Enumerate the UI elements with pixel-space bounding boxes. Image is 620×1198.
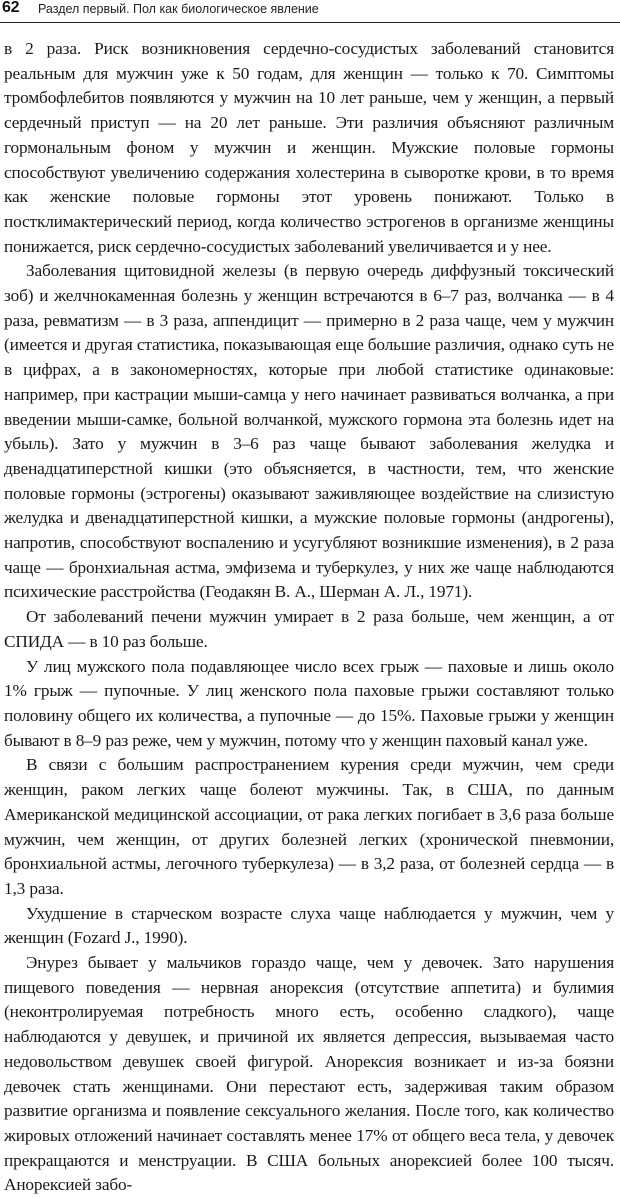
paragraph: Ухудшение в старческом возрасте слуха чаще наблюдается у мужчин, чем у женщин (Fozard J., 1990). bbox=[4, 903, 614, 948]
paragraph: У лиц мужского пола подавляющее число всех грыж — паховые и лишь около 1% грыж — пупочные. У лиц женского пола паховые грыжи составляют только половину общего их количества, а пупочные — до 15%. Паховые грыжи у женщин бывают в 8–9 раз реже, чем у мужчин, потому что у женщин паховый канал уже. bbox=[4, 656, 614, 750]
paragraph: В связи с большим распространением курения среди мужчин, чем среди женщин, раком легких чаще болеют мужчины. Так, в США, по данным Американской медицинской ассоциации, от рака легких погибает в 3,6 раза больше мужчин, чем женщин, от других болезней легких (хронической пневмонии, бронхиальной астмы, легочного туберкулеза) — в 3,2 раза, от болезней сердца — в 1,3 раза. bbox=[4, 755, 614, 898]
page-header bbox=[0, 0, 620, 23]
paragraph: в 2 раза. Риск возникновения сердечно-сосудистых заболеваний становится реальным для мужчин уже к 50 годам, для женщин — только к 70. Симптомы тромбофлебитов появляются у мужчин на 10 лет раньше, чем у женщин, а первый сердечный приступ — на 20 лет раньше. Эти различия объясняют различным гормональным фоном у мужчин и женщин. Мужские половые гормоны способствуют увеличению содержания холестерина в сыворотке крови, в то время как женские половые гормоны этот уровень понижают. Только в постклимактерический период, когда количество эстрогенов в организме женщины понижается, риск сердечно-сосудистых заболеваний увеличивается и у нее. bbox=[4, 39, 614, 256]
body-text bbox=[4, 37, 614, 1198]
paragraph: От заболеваний печени мужчин умирает в 2 раза больше, чем женщин, а от СПИДА — в 10 раз больше. bbox=[4, 607, 614, 651]
page-number: 62 bbox=[2, 0, 20, 16]
paragraph: Энурез бывает у мальчиков гораздо чаще, чем у девочек. Зато нарушения пищевого поведения — нервная анорексия (отсутствие аппетита) и булимия (неконтролируемая потребность много есть, особенно сладкого), чаще наблюдаются у девушек, и причиной их является депрессия, вызываемая часто недовольством девушек своей фигурой. Анорексия возникает и из-за боязни девочек стать женщинами. Они перестают есть, задерживая таким образом развитие организма и появление сексуального желания. После того, как количество жировых отложений начинает составлять менее 17% от общего веса тела, у девочек прекращаются и менструации. В США больных анорексией более 100 тысяч. Анорексией забо- bbox=[4, 953, 614, 1195]
running-head: Раздел первый. Пол как биологическое явление bbox=[38, 2, 319, 16]
paragraph: Заболевания щитовидной железы (в первую очередь диффузный токсический зоб) и желчнокаменная болезнь у женщин встречаются в 6–7 раз, волчанка — в 4 раза, ревматизм — в 3 раза, аппендицит — примерно в 2 раза чаще, чем у мужчин (имеется и другая статистика, показывающая еще большие различия, однако суть не в цифрах, а в закономерностях, которые при любой статистике одинаковые: например, при кастрации мыши-самца у него начинает развиваться волчанка, а при введении мыши-самке, больной волчанкой, мужского гормона эта болезнь идет на убыль). Зато у мужчин в 3–6 раз чаще бывают заболевания желудка и двенадцатиперстной кишки (это объясняется, в частности, тем, что женские половые гормоны (эстрогены) оказывают заживляющее воздействие на слизистую желудка и двенадцатиперстной кишки, а мужские половые гормоны (андрогены), напротив, способствуют воспалению и усугубляют возникшие изменения), в 2 раза чаще — бронхиальная астма, эмфизема и туберкулез, у них же чаще наблюдаются психические расстройства (Геодакян В. А., Шерман А. Л., 1971). bbox=[4, 261, 614, 602]
